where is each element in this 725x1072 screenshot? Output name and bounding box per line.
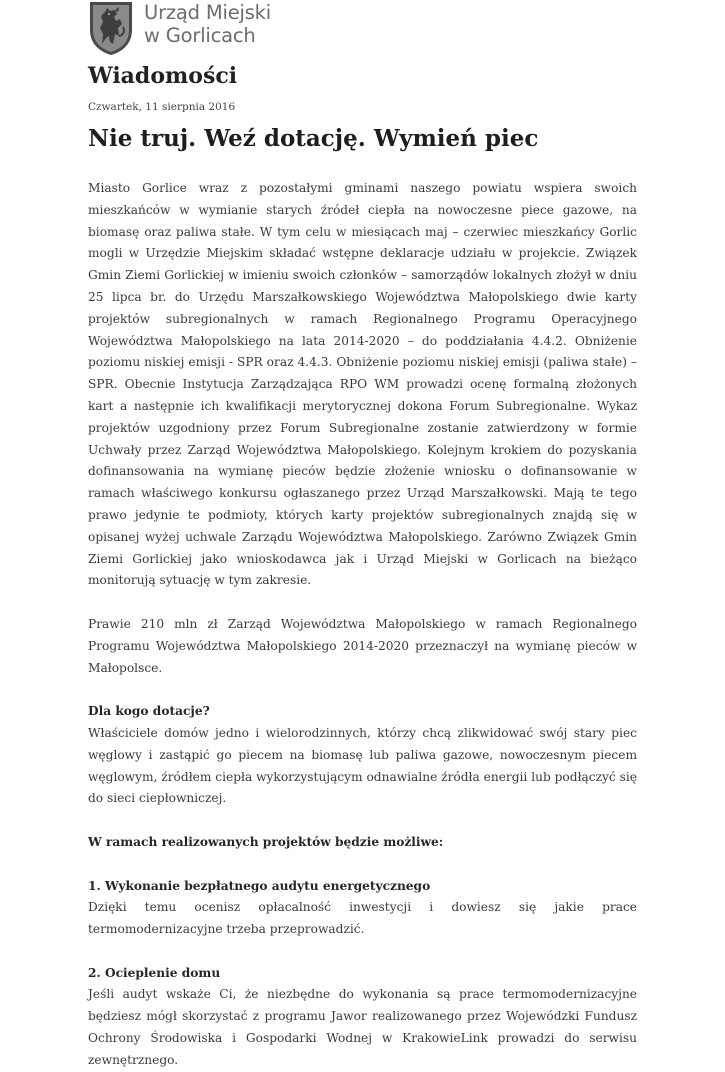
organization-name (144, 1, 271, 47)
paragraph-spacer (88, 592, 637, 614)
article-paragraph: Miasto Gorlice wraz z pozostałymi gminami naszego powiatu wspiera swoich mieszkańców w wymianie starych źródeł ciepła na nowoczesne piece gazowe, na biomasę oraz paliwa stałe. W tym celu w miesiącach maj – czerwiec mieszkańcy Gorlic mogli w Urzędzie Miejskim składać wstępne deklaracje udziału w projekcie. Związek Gmin Ziemi Gorlickiej w imieniu swoich członków – samorządów lokalnych złożył w dniu 25 lipca br. do Urzędu Marszałkowskiego Województwa Małopolskiego dwie karty projektów subregionalnych w ramach Regionalnego Programu Operacyjnego Województwa Małopolskiego na lata 2014-2020 – do poddziałania 4.4.2. Obniżenie poziomu niskiej emisji - SPR oraz 4.4.3. Obniżenie poziomu niskiej emisji (paliwa stałe) – SPR. Obecnie Instytucja Zarządzająca RPO WM prowadzi ocenę formalną złożonych kart a następnie ich kwalifikacji merytorycznej dokona Forum Subregionalne. Wykaz projektów uzgodniony przez Forum Subregionalne zostanie zatwierdzony w formie Uchwały przez Zarząd Województwa Małopolskiego. Kolejnym krokiem do pozyskania dofinansowania na wymianę pieców będzie złożenie wniosku o dofinansowanie w ramach właściwego konkursu ogłaszanego przez Urząd Marszałkowski. Mają te tego prawo jedynie te podmioty, których karty projektów subregionalnych znajdą się w opisanej wyżej uchwale Zarządu Województwa Małopolskiego. Zarówno Związek Gmin Ziemi Gorlickiej jako wnioskodawca jak i Urząd Miejski w Gorlicach na bieżąco monitorują sytuację w tym zakresie. (88, 181, 637, 588)
paragraph-spacer (88, 941, 637, 963)
coat-of-arms-icon (88, 0, 134, 56)
site-header (88, 0, 271, 56)
insulation-heading: 2. Ocieplenie domu (88, 965, 221, 980)
audit-section (88, 876, 637, 941)
article-date: Czwartek, 11 sierpnia 2016 (88, 101, 236, 113)
audit-heading: 1. Wykonanie bezpłatnego audytu energetycznego (88, 878, 431, 893)
article-paragraph: Prawie 210 mln zł Zarząd Województwa Małopolskiego w ramach Regionalnego Programu Województwa Małopolskiego 2014-2020 przeznaczył na wymianę pieców w Małopolsce. (88, 616, 637, 675)
organization-name-line2: w Gorlicach (144, 24, 256, 47)
paragraph-spacer (88, 810, 637, 832)
paragraph-spacer (88, 854, 637, 876)
insulation-section (88, 963, 637, 1072)
possible-heading: W ramach realizowanych projektów będzie możliwe: (88, 834, 444, 849)
section-title: Wiadomości (88, 63, 238, 89)
paragraph-spacer (88, 679, 637, 701)
who-section (88, 701, 637, 810)
organization-name-line1: Urząd Miejski (144, 1, 271, 24)
article-body (88, 178, 637, 1072)
article-title: Nie truj. Weź dotację. Wymień piec (88, 125, 539, 152)
who-text: Właściciele domów jedno i wielorodzinnych, którzy chcą zlikwidować swój stary piec węglowy i zastąpić go piecem na biomasę lub paliwa gazowe, nowoczesnym piecem węglowym, źródłem ciepła wykorzystującym odnawialne źródła energii lub podłączyć się do sieci ciepłowniczej. (88, 725, 637, 806)
who-heading: Dla kogo dotacje? (88, 704, 210, 719)
audit-text: Dzięki temu ocenisz opłacalność inwestycji i dowiesz się jakie prace termomodernizacyjne trzeba przeprowadzić. (88, 900, 637, 937)
possible-section (88, 832, 637, 854)
insulation-text: Jeśli audyt wskaże Ci, że niezbędne do wykonania są prace termomodernizacyjne będziesz mógł skorzystać z programu Jawor realizowanego przez Wojewódzki Fundusz Ochrony Środowiska i Gospodarki Wodnej w KrakowieLink prowadzi do serwisu zewnętrznego. (88, 987, 637, 1067)
